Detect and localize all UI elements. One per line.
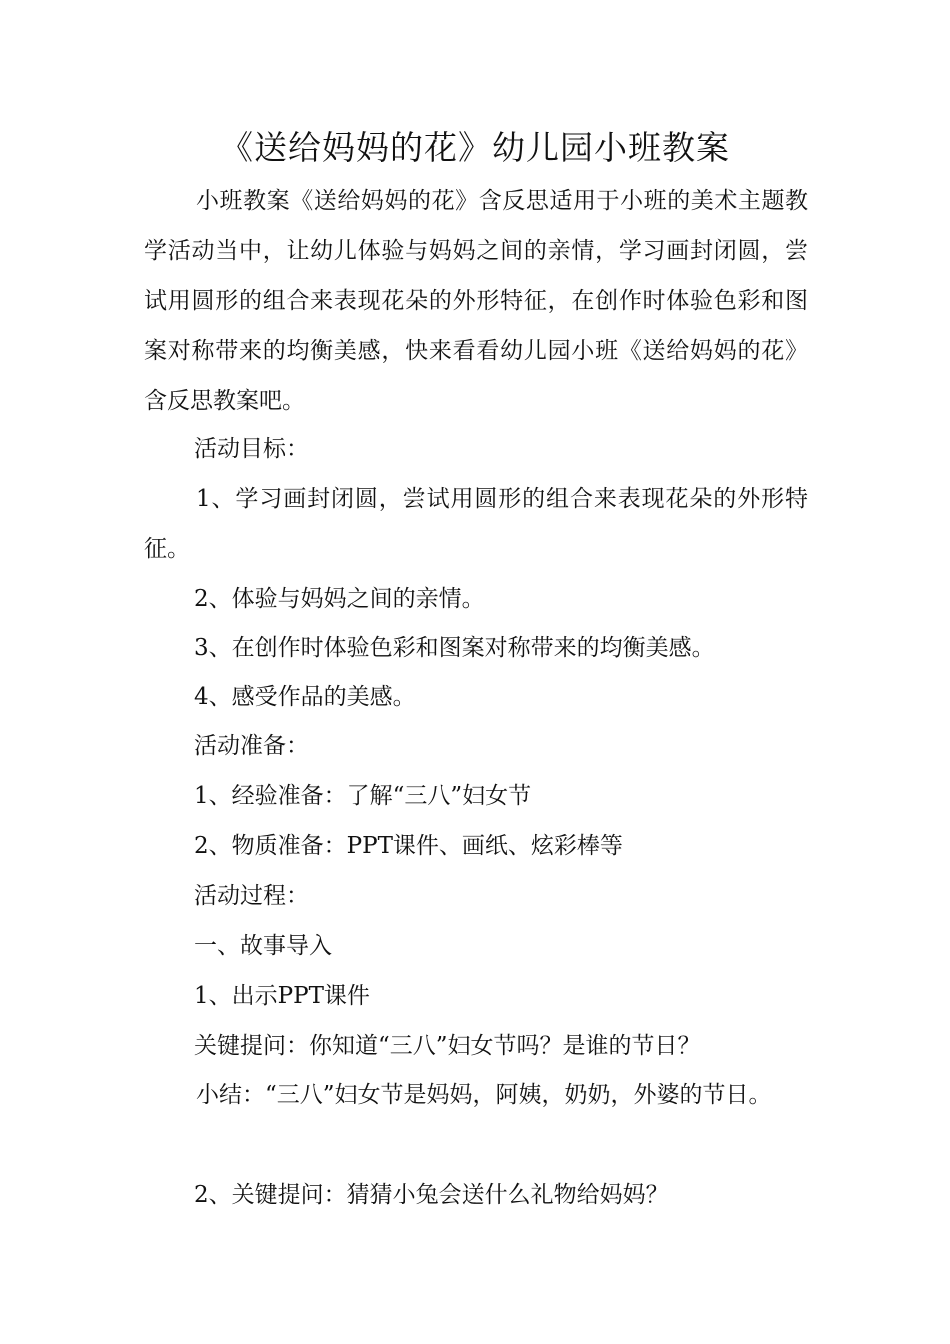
process-heading: 活动过程： — [194, 883, 309, 909]
step-item-1: 1、出示PPT课件 — [194, 983, 370, 1009]
goal-item-3: 3、在创作时体验色彩和图案对称带来的均衡美感。 — [194, 635, 715, 661]
goal-item-2: 2、体验与妈妈之间的亲情。 — [194, 586, 485, 612]
intro-paragraph: 小班教案《送给妈妈的花》含反思适用于小班的美术主题教学活动当中，让幼儿体验与妈妈之间的亲情，学习画封闭圆，尝试用圆形的组合来表现花朵的外形特征，在创作时体验色彩和图案对称带来的均衡美感，快来看看幼儿园小班《送给妈妈的花》含反思教案吧。 — [144, 188, 808, 414]
document-title: 《送给妈妈的花》幼儿园小班教案 — [220, 128, 730, 167]
prep-item-2: 2、物质准备：PPT课件、画纸、炫彩棒等 — [194, 833, 623, 859]
prep-heading: 活动准备： — [194, 733, 309, 759]
goals-heading: 活动目标： — [194, 436, 309, 462]
step-item-2: 2、关键提问：猜猜小兔会送什么礼物给妈妈？ — [194, 1182, 669, 1208]
prep-item-1: 1、经验准备：了解“三八”妇女节 — [194, 783, 532, 809]
goal-item-1: 1、学习画封闭圆，尝试用圆形的组合来表现花朵的外形特征。 — [144, 486, 808, 562]
goal-item-4: 4、感受作品的美感。 — [194, 684, 416, 710]
key-question-1: 关键提问：你知道“三八”妇女节吗？是谁的节日？ — [194, 1033, 701, 1059]
summary-paragraph: 小结：“三八”妇女节是妈妈，阿姨，奶奶，外婆的节日。 — [196, 1082, 772, 1108]
section-story-intro: 一、故事导入 — [194, 933, 332, 959]
